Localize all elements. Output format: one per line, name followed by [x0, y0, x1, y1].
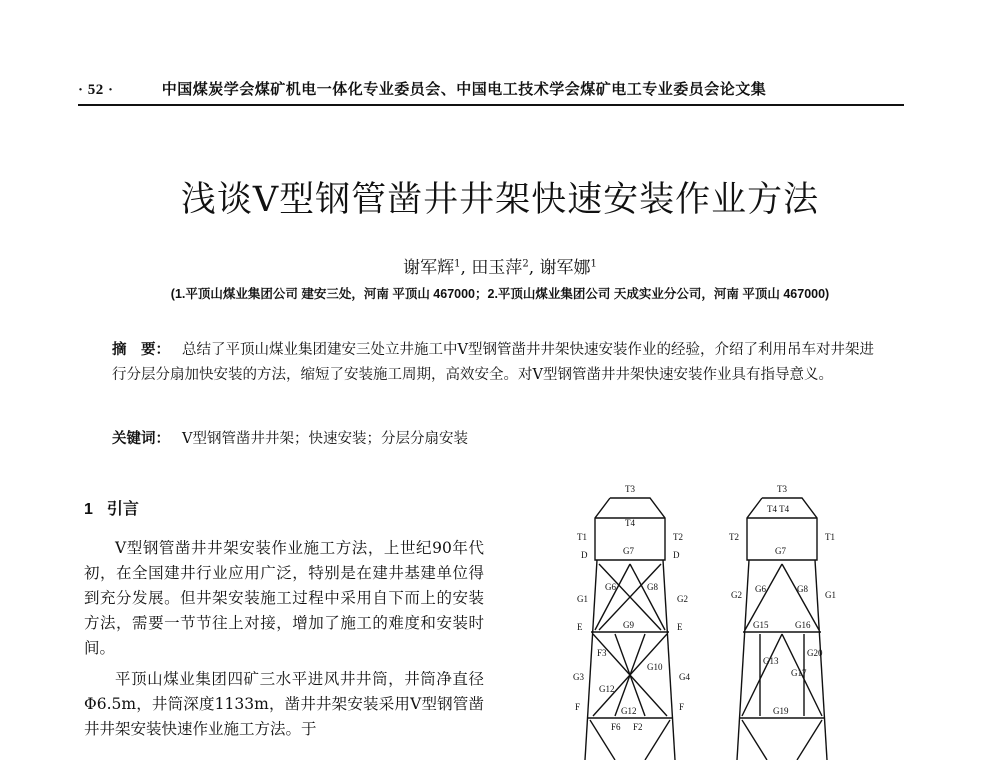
label-member: G10 — [647, 662, 663, 672]
running-header — [78, 78, 904, 99]
section-number: 1 — [84, 501, 93, 518]
label-member: G1 — [825, 590, 836, 600]
abstract — [112, 338, 888, 388]
affiliation: (1.平顶山煤业集团公司 建安三处，河南 平顶山 467000；2.平顶山煤业集团公司 天成实业分公司，河南 平顶山 467000) — [170, 287, 830, 301]
label-member: G2 — [731, 590, 742, 600]
label-top: T3 — [625, 484, 635, 494]
label-side: T1 — [825, 532, 835, 542]
label-beam: G19 — [773, 706, 789, 716]
keywords-text: V型钢管凿井井架；快速安装；分层分扇安装 — [182, 431, 468, 447]
page-number: · 52 · — [78, 82, 114, 98]
label-member: G8 — [647, 582, 658, 592]
label-beam: G15 — [753, 620, 769, 630]
article-title: 浅谈V型钢管凿井井架快速安装作业方法 — [180, 180, 820, 220]
label-member: G1 — [577, 594, 588, 604]
label-beam: G7 — [775, 546, 786, 556]
label-bottom: F6 — [611, 722, 621, 732]
section-title: 引言 — [106, 501, 139, 518]
derrick-diagram — [555, 480, 885, 760]
label-beam: G12 — [621, 706, 637, 716]
label-member: G3 — [573, 672, 584, 682]
label-side: T2 — [673, 532, 683, 542]
label-mark: D — [673, 550, 680, 560]
section-heading — [84, 496, 139, 519]
label-member: G6 — [605, 582, 616, 592]
author-list: 谢军辉$^1$, 田玉萍$^2$, 谢军娜$^1$ — [403, 258, 597, 278]
label-box: T4 T4 — [767, 504, 790, 514]
author-name: 谢军辉 — [403, 258, 455, 278]
label-beam: G9 — [623, 620, 634, 630]
label-member: G6 — [755, 584, 766, 594]
section-body — [84, 536, 484, 748]
paragraph: 平顶山煤业集团四矿三水平进风井井筒，井筒净直径Φ6.5m，井筒深度1133m，凿井井架安装采用V型钢管凿井井架安装快速作业施工方法。于 — [84, 670, 484, 738]
label-beam: G7 — [623, 546, 634, 556]
label-bottom: F2 — [633, 722, 643, 732]
label-side: T2 — [729, 532, 739, 542]
label-mark: F — [575, 702, 581, 712]
label-mark: E — [577, 622, 583, 632]
label-member: G2 — [677, 594, 688, 604]
label-member: G13 — [763, 656, 779, 666]
label-box: T4 — [625, 518, 635, 528]
label-mark: D — [581, 550, 588, 560]
abstract-text: 总结了平顶山煤业集团建安三处立井施工中V型钢管凿井井架快速安装作业的经验，介绍了利用吊车对井架进行分层分扇加快安装的方法，缩短了安装施工周期，高效安全。对V型钢管凿井井架快速安装作业具有指导意义。 — [112, 342, 874, 383]
label-member: G4 — [679, 672, 690, 682]
keywords-label: 关键词： — [112, 431, 170, 447]
derrick-figure — [555, 480, 885, 760]
header-rule — [78, 104, 904, 106]
label-beam: G16 — [795, 620, 811, 630]
abstract-label: 摘 要： — [112, 342, 170, 358]
label-mark: F — [679, 702, 685, 712]
label-member: G17 — [791, 668, 807, 678]
paragraph: V型钢管凿井井架安装作业施工方法，上世纪90年代初，在全国建井行业应用广泛，特别是在建井基建单位得到充分发展。但井架安装施工过程中采用自下而上的安装方法，需要一节节往上对接，增加了施工的难度和安装时间。 — [84, 539, 484, 657]
label-side: T1 — [577, 532, 587, 542]
label-mark: E — [677, 622, 683, 632]
label-member: G12 — [599, 684, 615, 694]
label-member: F3 — [597, 648, 607, 658]
author-name: 田玉萍 — [471, 258, 523, 278]
label-member: G8 — [797, 584, 808, 594]
journal-name: 中国煤炭学会煤矿机电一体化专业委员会、中国电工技术学会煤矿电工专业委员会论文集 — [161, 80, 767, 98]
label-top: T3 — [777, 484, 787, 494]
author-name: 谢军娜 — [539, 258, 591, 278]
label-member: G20 — [807, 648, 823, 658]
keywords — [112, 427, 888, 448]
